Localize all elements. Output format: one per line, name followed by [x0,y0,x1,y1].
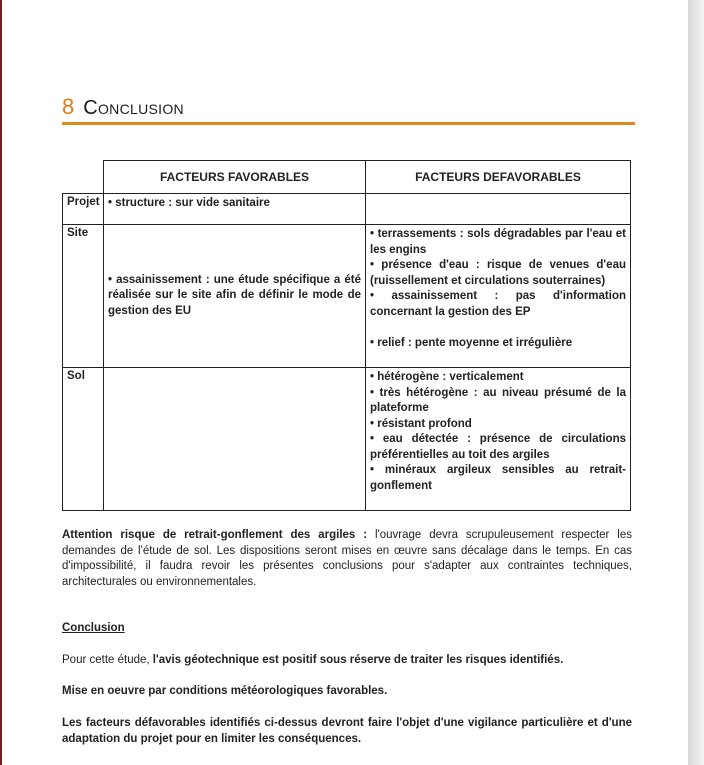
conclusion-line-1-bold: l'avis géotechnique est positif sous réserve de traiter les risques identifiés. [152,654,564,666]
section-title: Conclusion [83,97,184,119]
list-item: • présence d'eau : risque de venues d'eau (ruissellement et circulations souterraines) [370,259,626,287]
section-number: 8 [62,94,75,119]
list-item: • très hétérogène : au niveau présumé de la plateforme [370,386,626,414]
site-favorable-cell [104,225,366,368]
heading-underline [62,122,635,125]
table-row [63,225,631,368]
list-item: • relief : pente moyenne et irrégulière [370,336,573,349]
list-item: • minéraux argileux sensibles au retrait-gonflement [370,464,626,492]
list-item: • structure : sur vide sanitaire [108,197,270,209]
header-favorable: FACTEURS FAVORABLES [104,161,366,194]
conclusion-line-3: Les facteurs défavorables identifiés ci-dessus devront faire l'objet d'une vigilance particulière et d'une adaptation du projet pour en limiter les conséquences. [62,717,632,745]
list-item: • assainissement : pas d'information concernant la gestion des EP [370,290,626,318]
section-heading [62,94,184,122]
conclusion-heading: Conclusion [62,622,125,634]
spacer [370,320,626,336]
header-defavorable: FACTEURS DEFAVORABLES [366,161,631,194]
list-item: • résistant profond [370,417,472,430]
table-header-row [63,161,631,194]
row-label-site: Site [63,225,104,368]
list-item: • assainissement : une étude spécifique a été réalisée sur le site afin de définir le mode de gestion des EU [108,273,361,317]
sol-defavorable-cell [366,368,631,511]
site-defavorable-cell [366,225,631,368]
table-row [63,368,631,511]
attention-bold: Attention risque de retrait-gonflement des argiles : [62,529,368,541]
attention-paragraph [62,528,632,590]
list-item: • hétérogène : verticalement [370,371,524,383]
factors-table [62,160,631,511]
list-item: • terrassements : sols dégradables par l'eau et les engins [370,228,626,256]
conclusion-line-1-pre: Pour cette étude, [62,654,153,666]
row-label-sol: Sol [63,368,104,511]
conclusion-heading-block [62,621,632,637]
page-right-shadow [688,0,704,765]
conclusion-line-2: Mise en oeuvre par conditions météorologiques favorables. [62,685,388,697]
conclusion-line-1 [62,653,632,669]
sol-favorable-cell [104,368,366,511]
projet-favorable-cell [104,194,366,225]
row-label-projet: Projet [63,194,104,225]
page-left-border [0,0,2,765]
attention-text: l'ouvrage devra scrupuleusement respecter les demandes de l'étude de sol. Les dispositions seront mises en œuvre sans décalage dans le temps. En cas d'impossibilité, il faudra revoir les présentes conclusions pour s'adapter aux contraintes techniques, architecturales ou environnementales. [62,529,633,588]
list-item: • eau détectée : présence de circulations préférentielles au toit des argiles [370,433,626,461]
table-corner-cell [63,161,104,194]
projet-defavorable-cell [366,194,631,225]
table-row [63,194,631,225]
